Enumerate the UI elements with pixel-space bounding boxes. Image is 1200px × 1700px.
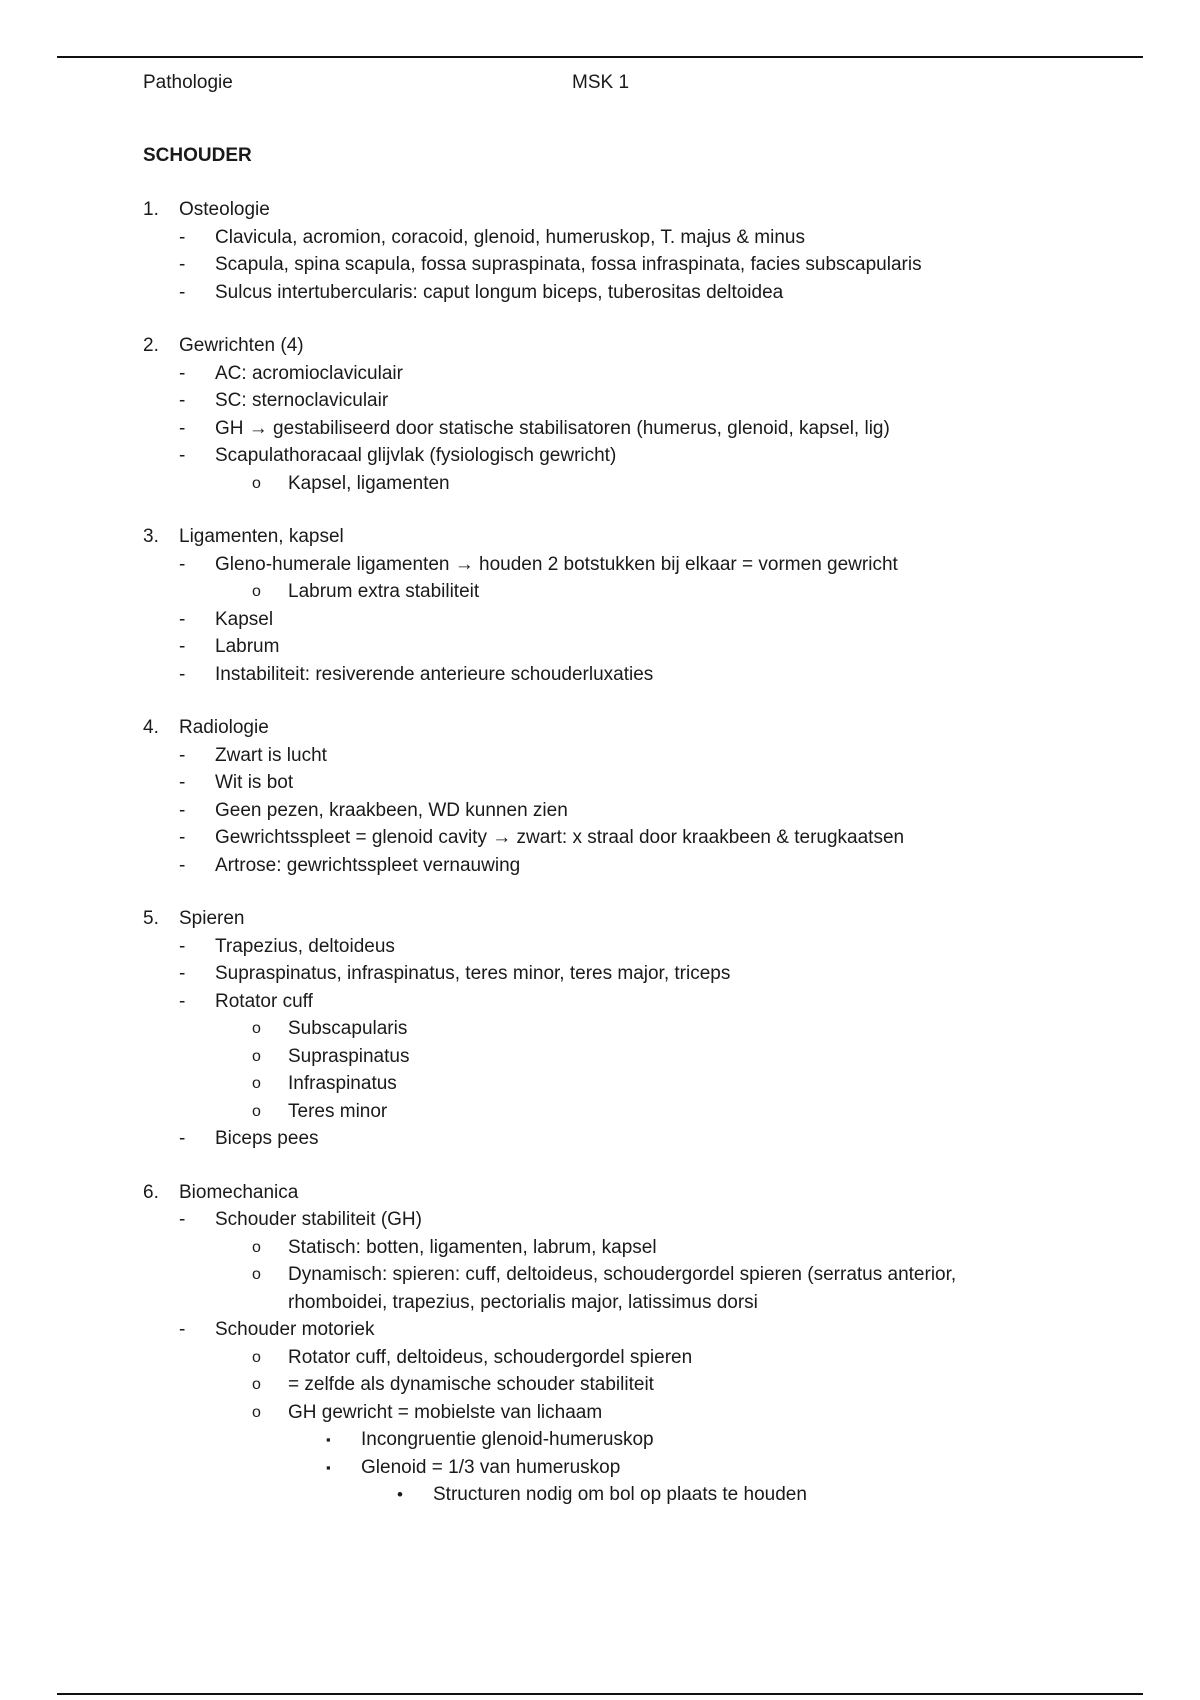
- list-item-text: Infraspinatus: [288, 1073, 397, 1094]
- list-item-text: Structuren nodig om bol op plaats te houden: [433, 1484, 807, 1505]
- list-item: [143, 824, 1073, 852]
- list-item: [143, 988, 1073, 1016]
- list-item-text: Schouder motoriek: [215, 1319, 375, 1340]
- list-item: [143, 960, 1073, 988]
- list-item: [143, 1289, 1073, 1317]
- list-item: [143, 933, 1073, 961]
- list-item-text: rhomboidei, trapezius, pectorialis major, latissimus dorsi: [288, 1291, 758, 1313]
- list-item-text: Sulcus intertubercularis: caput longum biceps, tuberositas deltoidea: [215, 281, 784, 303]
- list-marker: o: [252, 1020, 261, 1037]
- list-marker: -: [179, 854, 186, 876]
- list-item: [143, 360, 1073, 388]
- list-item: [143, 1234, 1073, 1262]
- list-item: [143, 1070, 1073, 1098]
- section: [143, 714, 1073, 879]
- list-item-text: Scapulathoracaal glijvlak (fysiologisch gewricht): [215, 445, 617, 466]
- bottom-rule: [57, 1693, 1143, 1695]
- list-marker: o: [252, 1266, 261, 1283]
- list-item: [143, 1098, 1073, 1126]
- list-marker: -: [179, 254, 186, 275]
- section-heading-text: Gewrichten (4): [179, 335, 304, 356]
- section-heading-text: Osteologie: [179, 199, 270, 220]
- list-item-text: Kapsel, ligamenten: [288, 472, 450, 494]
- list-marker: -: [179, 553, 186, 575]
- list-item: [143, 661, 1073, 689]
- section-heading: [143, 332, 1073, 360]
- section: [143, 1179, 1073, 1509]
- list-item-text: GH gewricht = mobielste van lichaam: [288, 1401, 603, 1423]
- section-heading-text: Spieren: [179, 908, 245, 929]
- list-item: [143, 1015, 1073, 1043]
- list-marker: o: [252, 474, 261, 492]
- top-rule: [57, 56, 1143, 58]
- list-item-text: Instabiliteit: resiverende anterieure schouderluxaties: [215, 663, 654, 685]
- list-marker: -: [179, 1209, 186, 1230]
- list-item: [143, 633, 1073, 661]
- section-heading-text: Biomechanica: [179, 1181, 299, 1203]
- section-heading-text: Ligamenten, kapsel: [179, 526, 344, 547]
- list-item-text: Supraspinatus: [288, 1045, 410, 1067]
- section-heading: [143, 1179, 1073, 1207]
- list-marker: -: [179, 799, 186, 821]
- list-marker: -: [179, 1319, 186, 1340]
- list-item-text: Rotator cuff: [215, 990, 313, 1012]
- list-marker: -: [179, 744, 186, 766]
- list-item: [143, 578, 1073, 606]
- list-item: [143, 224, 1073, 252]
- list-item-text: Trapezius, deltoideus: [215, 935, 395, 957]
- list-marker: o: [252, 1376, 261, 1393]
- list-marker: -: [179, 445, 186, 466]
- list-item-text: Teres minor: [288, 1100, 388, 1122]
- list-item: [143, 1371, 1073, 1399]
- list-item-text: Dynamisch: spieren: cuff, deltoideus, schoudergordel spieren (serratus anterior,: [288, 1264, 957, 1285]
- list-item-text: Clavicula, acromion, coracoid, glenoid, humeruskop, T. majus & minus: [215, 226, 805, 248]
- list-item-text: Artrose: gewrichtsspleet vernauwing: [215, 854, 521, 876]
- list-item: [143, 1125, 1073, 1153]
- section-number: 3.: [143, 526, 159, 547]
- list-item-text: Zwart is lucht: [215, 744, 327, 766]
- header-module: MSK 1: [572, 72, 630, 93]
- section-heading: [143, 714, 1073, 742]
- list-item-text: SC: sternoclaviculair: [215, 390, 389, 411]
- list-item-text: AC: acromioclaviculair: [215, 362, 403, 384]
- list-marker: -: [179, 963, 186, 984]
- list-item-text: Rotator cuff, deltoideus, schoudergordel spieren: [288, 1346, 693, 1368]
- document-title: SCHOUDER: [143, 145, 252, 166]
- section-number: 1.: [143, 199, 159, 220]
- list-marker: -: [179, 935, 186, 957]
- list-marker: -: [179, 772, 186, 793]
- section: [143, 332, 1073, 497]
- section-number: 4.: [143, 717, 159, 738]
- section-number: 5.: [143, 908, 159, 929]
- list-marker: o: [252, 1238, 261, 1256]
- list-marker: -: [179, 663, 186, 685]
- list-item-text: Biceps pees: [215, 1128, 319, 1149]
- list-marker: -: [179, 1128, 186, 1149]
- list-item-text: Labrum extra stabiliteit: [288, 581, 480, 602]
- list-item-text: Schouder stabiliteit (GH): [215, 1209, 422, 1230]
- list-item: [143, 1043, 1073, 1071]
- section-heading: [143, 905, 1073, 933]
- list-marker: o: [252, 1075, 261, 1092]
- list-marker: o: [252, 1348, 261, 1366]
- list-item-text: Labrum: [215, 636, 280, 657]
- document-body: [143, 142, 1073, 1535]
- section-number: 6.: [143, 1181, 159, 1203]
- section-heading: [143, 196, 1073, 224]
- list-item: [143, 1344, 1073, 1372]
- list-item-text: Gleno-humerale ligamenten → houden 2 botstukken bij elkaar = vormen gewricht: [215, 553, 898, 575]
- list-item-text: Scapula, spina scapula, fossa supraspinata, fossa infraspinata, facies subscapularis: [215, 254, 922, 275]
- list-item-text: Geen pezen, kraakbeen, WD kunnen zien: [215, 799, 568, 821]
- list-item-text: Incongruentie glenoid-humeruskop: [361, 1429, 654, 1450]
- list-item: [143, 1454, 1073, 1482]
- list-item: [143, 769, 1073, 797]
- section-heading: [143, 523, 1073, 551]
- list-marker: o: [252, 1403, 261, 1421]
- list-marker: -: [179, 390, 186, 411]
- list-item: [143, 551, 1073, 579]
- list-item-text: = zelfde als dynamische schouder stabiliteit: [288, 1374, 654, 1395]
- list-marker: -: [179, 608, 186, 630]
- list-item: [143, 1316, 1073, 1344]
- list-item-text: Glenoid = 1/3 van humeruskop: [361, 1456, 621, 1478]
- list-item: [143, 1206, 1073, 1234]
- list-item: [143, 606, 1073, 634]
- list-marker: o: [252, 1047, 261, 1065]
- list-item: [143, 279, 1073, 307]
- list-marker: -: [179, 827, 186, 848]
- list-item-text: Wit is bot: [215, 772, 294, 793]
- list-item: [143, 742, 1073, 770]
- header-course: Pathologie: [143, 72, 233, 93]
- list-item: [143, 852, 1073, 880]
- list-marker: -: [179, 362, 186, 384]
- section: [143, 196, 1073, 306]
- list-item-text: Kapsel: [215, 608, 274, 630]
- list-marker: o: [252, 1102, 261, 1120]
- list-item: [143, 442, 1073, 470]
- list-item-text: Gewrichtsspleet = glenoid cavity → zwart: x straal door kraakbeen & terugkaatsen: [215, 827, 905, 848]
- list-marker: -: [179, 636, 186, 657]
- list-item: [143, 1399, 1073, 1427]
- list-marker: -: [179, 226, 186, 248]
- list-marker: -: [179, 990, 186, 1012]
- list-marker: ▪: [326, 1459, 331, 1475]
- list-item: [143, 797, 1073, 825]
- list-item: [143, 387, 1073, 415]
- list-marker: o: [252, 583, 261, 600]
- list-marker: •: [397, 1485, 403, 1504]
- section-heading-text: Radiologie: [179, 717, 269, 738]
- list-item: [143, 1261, 1073, 1289]
- list-item-text: Supraspinatus, infraspinatus, teres minor, teres major, triceps: [215, 963, 731, 984]
- list-item-text: GH → gestabiliseerd door statische stabilisatoren (humerus, glenoid, kapsel, lig): [215, 417, 890, 439]
- section: [143, 905, 1073, 1153]
- list-item-text: Subscapularis: [288, 1018, 408, 1039]
- list-item: [143, 1481, 1073, 1509]
- list-item-text: Statisch: botten, ligamenten, labrum, kapsel: [288, 1236, 657, 1258]
- list-item: [143, 1426, 1073, 1454]
- list-marker: ▪: [326, 1432, 331, 1447]
- page-header: [143, 72, 1043, 100]
- section: [143, 523, 1073, 688]
- section-number: 2.: [143, 335, 159, 356]
- list-item: [143, 415, 1073, 443]
- section-list: [143, 196, 1073, 1509]
- list-item: [143, 251, 1073, 279]
- list-item: [143, 470, 1073, 498]
- list-marker: -: [179, 417, 186, 439]
- list-marker: -: [179, 281, 186, 303]
